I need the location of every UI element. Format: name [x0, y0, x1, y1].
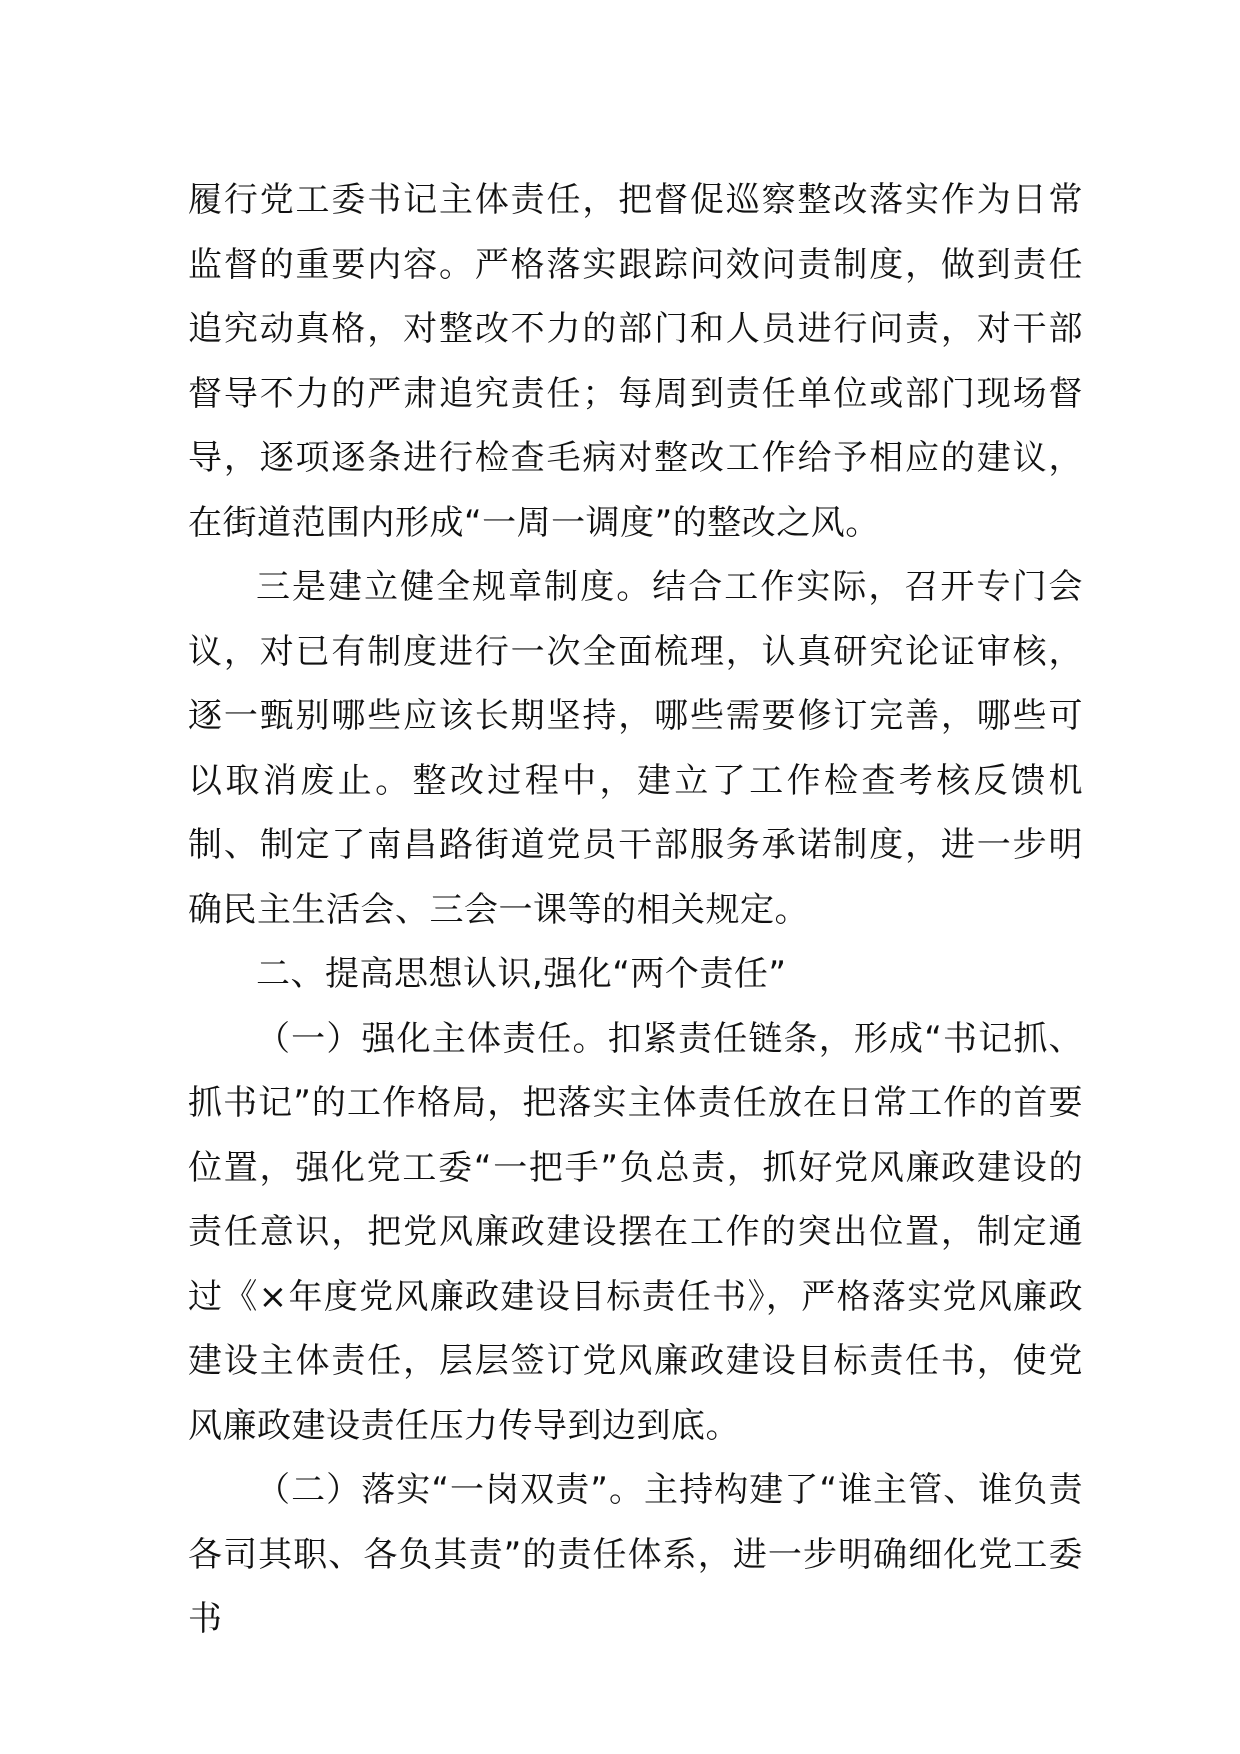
paragraph-rules-system: 三是建立健全规章制度。结合工作实际，召开专门会议，对已有制度进行一次全面梳理，认真研究论证审核，逐一甄别哪些应该长期坚持，哪些需要修订完善，哪些可以取消废止。整改过程中，建立了工作检查考核反馈机制、制定了南昌路街道党员干部服务承诺制度，进一步明确民主生活会、三会一课等的相关规定。 [188, 567, 1083, 930]
paragraph-main-responsibility: （一）强化主体责任。扣紧责任链条，形成“书记抓、抓书记”的工作格局，把落实主体责任放在日常工作的首要位置，强化党工委“一把手”负总责，抓好党风廉政建设的责任意识，把党风廉政建设摆在工作的突出位置，制定通过《×年度党风廉政建设目标责任书》，严格落实党风廉政建设主体责任，层层签订党风廉政建设目标责任书，使党风廉政建设责任压力传导到边到底。 [188, 1018, 1083, 1446]
document-body [188, 168, 1083, 1652]
paragraph-continuation: 履行党工委书记主体责任，把督促巡察整改落实作为日常监督的重要内容。严格落实跟踪问效问责制度，做到责任追究动真格，对整改不力的部门和人员进行问责，对干部督导不力的严肃追究责任；每周到责任单位或部门现场督导，逐项逐条进行检查毛病对整改工作给予相应的建议，在街道范围内形成“一周一调度”的整改之风。 [188, 180, 1083, 543]
paragraph-dual-duty: （二）落实“一岗双责”。主持构建了“谁主管、谁负责各司其职、各负其责”的责任体系，进一步明确细化党工委书 [188, 1470, 1083, 1639]
section-heading: 二、提高思想认识,强化“两个责任” [256, 954, 787, 994]
